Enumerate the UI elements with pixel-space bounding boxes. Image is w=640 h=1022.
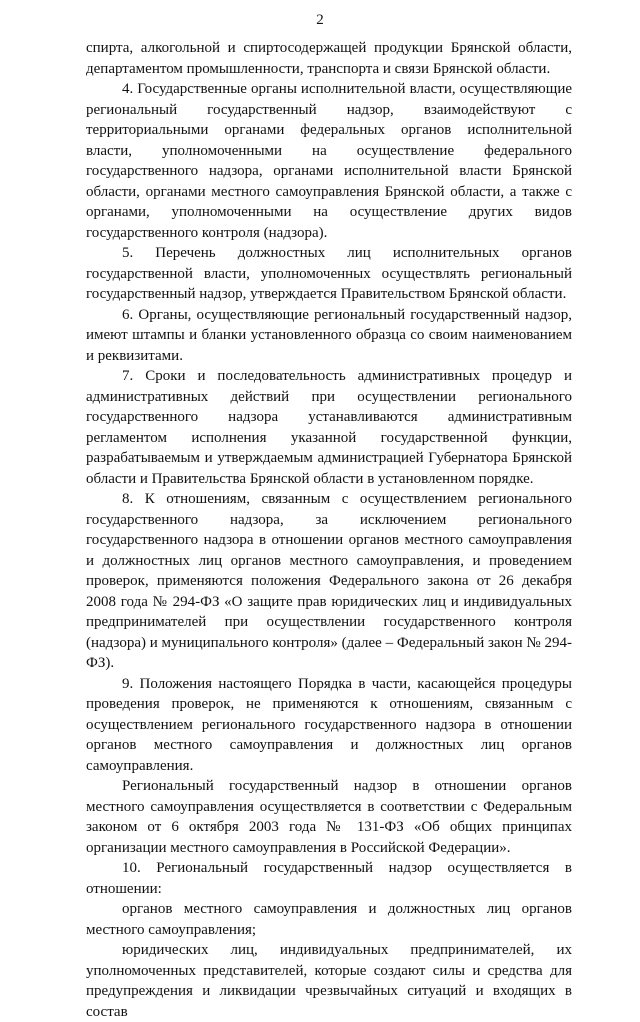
paragraph-continuation: спирта, алкогольной и спиртосодержащей продукции Брянской области, департаментом промышленности, транспорта и связи Брянской области. [86, 40, 572, 77]
paragraph-item-6: 6. Органы, осуществляющие региональный государственный надзор, имеют штампы и бланки установленного образца со своим наименованием и реквизитами. [86, 306, 572, 364]
paragraph-list-legal-entities: юридических лиц, индивидуальных предпринимателей, их уполномоченных представителей, которые создают силы и средства для предупреждения и ликвидации чрезвычайных ситуаций и входящих в состав [86, 942, 572, 1020]
document-body [86, 38, 572, 1022]
paragraph-item-7: 7. Сроки и последовательность административных процедур и административных действий при осуществлении регионального государственного надзора устанавливаются административным регламентом исполнения указанной государственной функции, разрабатываемым и утверждаемым администрацией Губернатора Брянской области и Правительства Брянской области в установленном порядке. [86, 368, 572, 487]
page-number: 2 [316, 12, 324, 28]
paragraph-item-8: 8. К отношениям, связанным с осуществлением регионального государственного надзора, за исключением регионального государственного надзора в отношении органов местного самоуправления и должностных лиц органов местного самоуправления, и проведением проверок, применяются положения Федерального закона от 26 декабря 2008 года № 294-ФЗ «О защите прав юридических лиц и индивидуальных предпринимателей при осуществлении государственного контроля (надзора) и муниципального контроля» (далее – Федеральный закон № 294-ФЗ). [86, 491, 572, 671]
paragraph-list-local-government: органов местного самоуправления и должностных лиц органов местного самоуправления; [86, 901, 572, 938]
paragraph-municipal-supervision: Региональный государственный надзор в отношении органов местного самоуправления осуществляется в соответствии с Федеральным законом от 6 октября 2003 года № 131-ФЗ «Об общих принципах организации местного самоуправления в Российской Федерации». [86, 778, 572, 856]
paragraph-item-9: 9. Положения настоящего Порядка в части, касающейся процедуры проведения проверок, не применяются к отношениям, связанным с осуществлением регионального государственного надзора в отношении органов местного самоуправления и должностных лиц органов самоуправления. [86, 675, 572, 774]
paragraph-item-5: 5. Перечень должностных лиц исполнительных органов государственной власти, уполномоченных осуществлять региональный государственный надзор, утверждается Правительством Брянской области. [86, 245, 572, 302]
paragraph-item-10: 10. Региональный государственный надзор осуществляется в отношении: [86, 860, 572, 897]
paragraph-item-4: 4. Государственные органы исполнительной власти, осуществляющие региональный государственный надзор, взаимодействуют с территориальными органами федеральных органов исполнительной власти, уполномоченными на осуществление федерального государственного надзора, органами исполнительной власти Брянской области, органами местного самоуправления Брянской области, а также с органами, уполномоченными на осуществление других видов государственного контроля (надзора). [86, 81, 572, 241]
